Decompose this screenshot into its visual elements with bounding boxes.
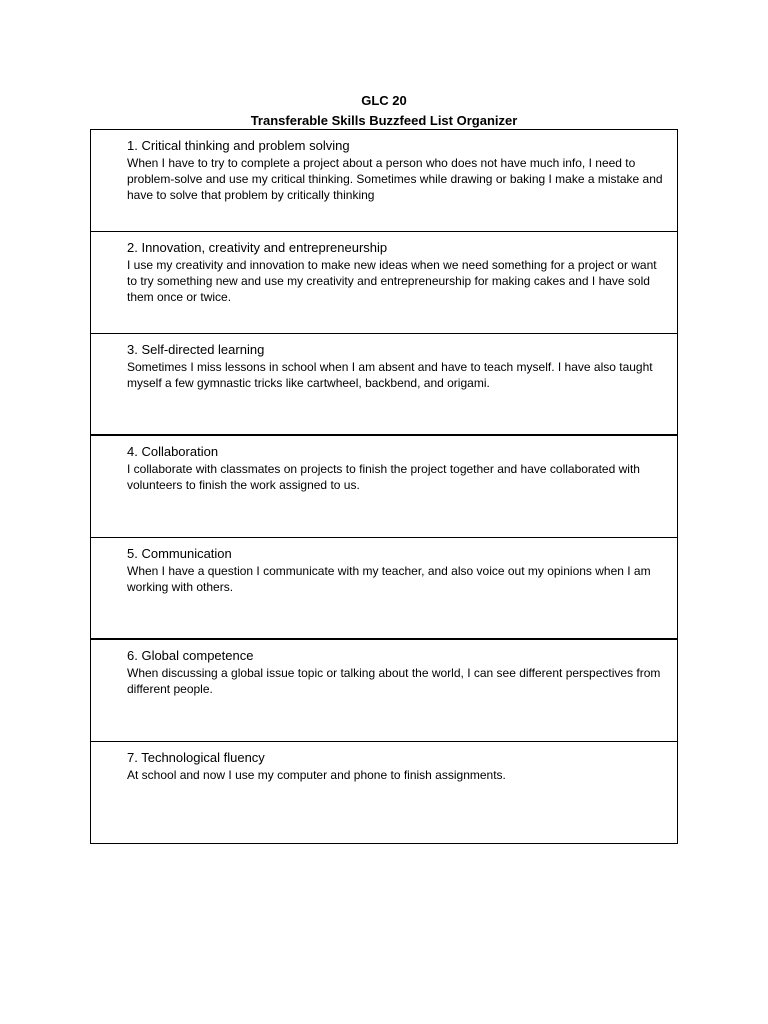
skill-heading: 7. Technological fluency	[127, 750, 265, 765]
skill-heading: 2. Innovation, creativity and entrepreneurship	[127, 240, 388, 255]
skill-row-global-competence	[91, 640, 677, 742]
skill-heading: 5. Communication	[127, 546, 232, 561]
skill-description: Sometimes I miss lessons in school when I am absent and have to teach myself. I have also taught myself a few gymnastic tricks like cartwheel, backbend, and origami.	[127, 360, 653, 390]
skill-description: At school and now I use my computer and phone to finish assignments.	[127, 768, 506, 782]
skills-organizer-table	[90, 129, 678, 844]
document-code: GLC 20	[361, 93, 407, 108]
skill-description: When I have to try to complete a project about a person who does not have much info, I need to problem-solve and use my critical thinking. Sometimes while drawing or baking I make a mistake and have to solve that problem by critically thinking	[127, 156, 663, 202]
skill-row-innovation	[91, 232, 677, 334]
skill-description: When discussing a global issue topic or talking about the world, I can see different perspectives from different people.	[127, 666, 661, 696]
skill-row-technological-fluency	[91, 742, 677, 843]
skill-row-self-directed-learning	[91, 334, 677, 436]
skill-heading: 6. Global competence	[127, 648, 254, 663]
skill-description: I collaborate with classmates on projects to finish the project together and have collaborated with volunteers to finish the work assigned to us.	[127, 462, 640, 492]
document-title: Transferable Skills Buzzfeed List Organizer	[250, 113, 518, 128]
skill-row-communication	[91, 538, 677, 640]
skill-heading: 4. Collaboration	[127, 444, 219, 459]
skill-row-collaboration	[91, 436, 677, 538]
skill-row-critical-thinking	[91, 130, 677, 232]
skill-heading: 3. Self-directed learning	[127, 342, 265, 357]
skill-description: When I have a question I communicate with my teacher, and also voice out my opinions when I am working with others.	[127, 564, 651, 594]
skill-description: I use my creativity and innovation to make new ideas when we need something for a project or want to try something new and use my creativity and entrepreneurship for making cakes and I have sold them once or twice.	[127, 258, 657, 304]
skill-heading: 1. Critical thinking and problem solving	[127, 138, 350, 153]
